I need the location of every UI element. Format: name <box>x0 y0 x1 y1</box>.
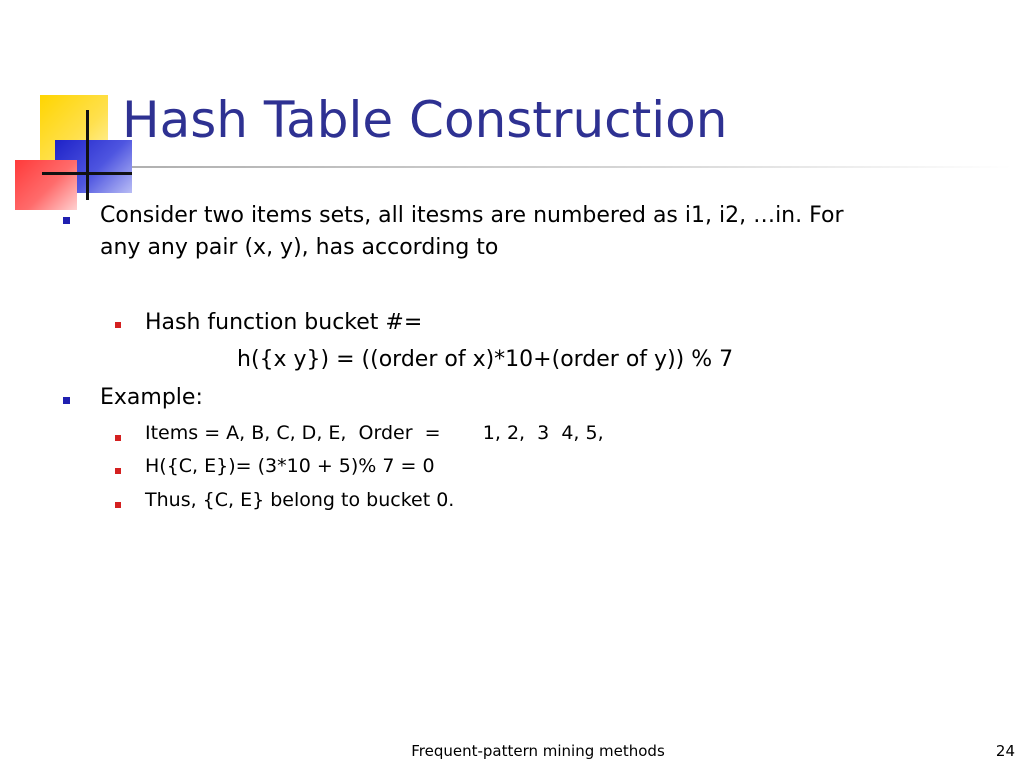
logo-vertical-line <box>86 110 89 200</box>
bullet-example-label: Example: <box>100 385 203 410</box>
hash-function-formula: h({x y}) = ((order of x)*10+(order of y)) % 7 <box>237 347 734 372</box>
example-items-order: Items = A, B, C, D, E, Order = 1, 2, 3 4, 5, <box>145 422 604 444</box>
bullet-consider-line1: Consider two items sets, all itesms are numbered as i1, i2, …in. For <box>100 203 844 228</box>
bullet-marker <box>63 217 70 224</box>
sub-bullet-marker <box>115 322 121 328</box>
sub-bullet-hash-function <box>115 322 121 328</box>
bullet-consider-line2: any any pair (x, y), has according to <box>100 235 499 260</box>
sub-bullet-marker <box>115 468 121 474</box>
slide-logo-decoration <box>0 0 140 210</box>
logo-horizontal-line <box>42 172 132 175</box>
bullet-marker <box>63 397 70 404</box>
footer-title: Frequent-pattern mining methods <box>411 742 665 760</box>
slide-title: Hash Table Construction <box>122 91 728 149</box>
example-conclusion: Thus, {C, E} belong to bucket 0. <box>145 489 455 511</box>
bullet-example <box>63 397 70 404</box>
example-hash-computation: H({C, E})= (3*10 + 5)% 7 = 0 <box>145 455 435 477</box>
sub-bullet-hash-example <box>115 468 121 474</box>
sub-bullet-marker <box>115 435 121 441</box>
bullet-consider <box>63 214 70 224</box>
sub-bullet-conclusion <box>115 502 121 508</box>
hash-function-label: Hash function bucket #= <box>145 310 423 335</box>
title-underline <box>132 166 1012 168</box>
sub-bullet-marker <box>115 502 121 508</box>
logo-red-square <box>15 160 77 210</box>
slide-number: 24 <box>995 742 1015 760</box>
sub-bullet-items <box>115 435 121 441</box>
